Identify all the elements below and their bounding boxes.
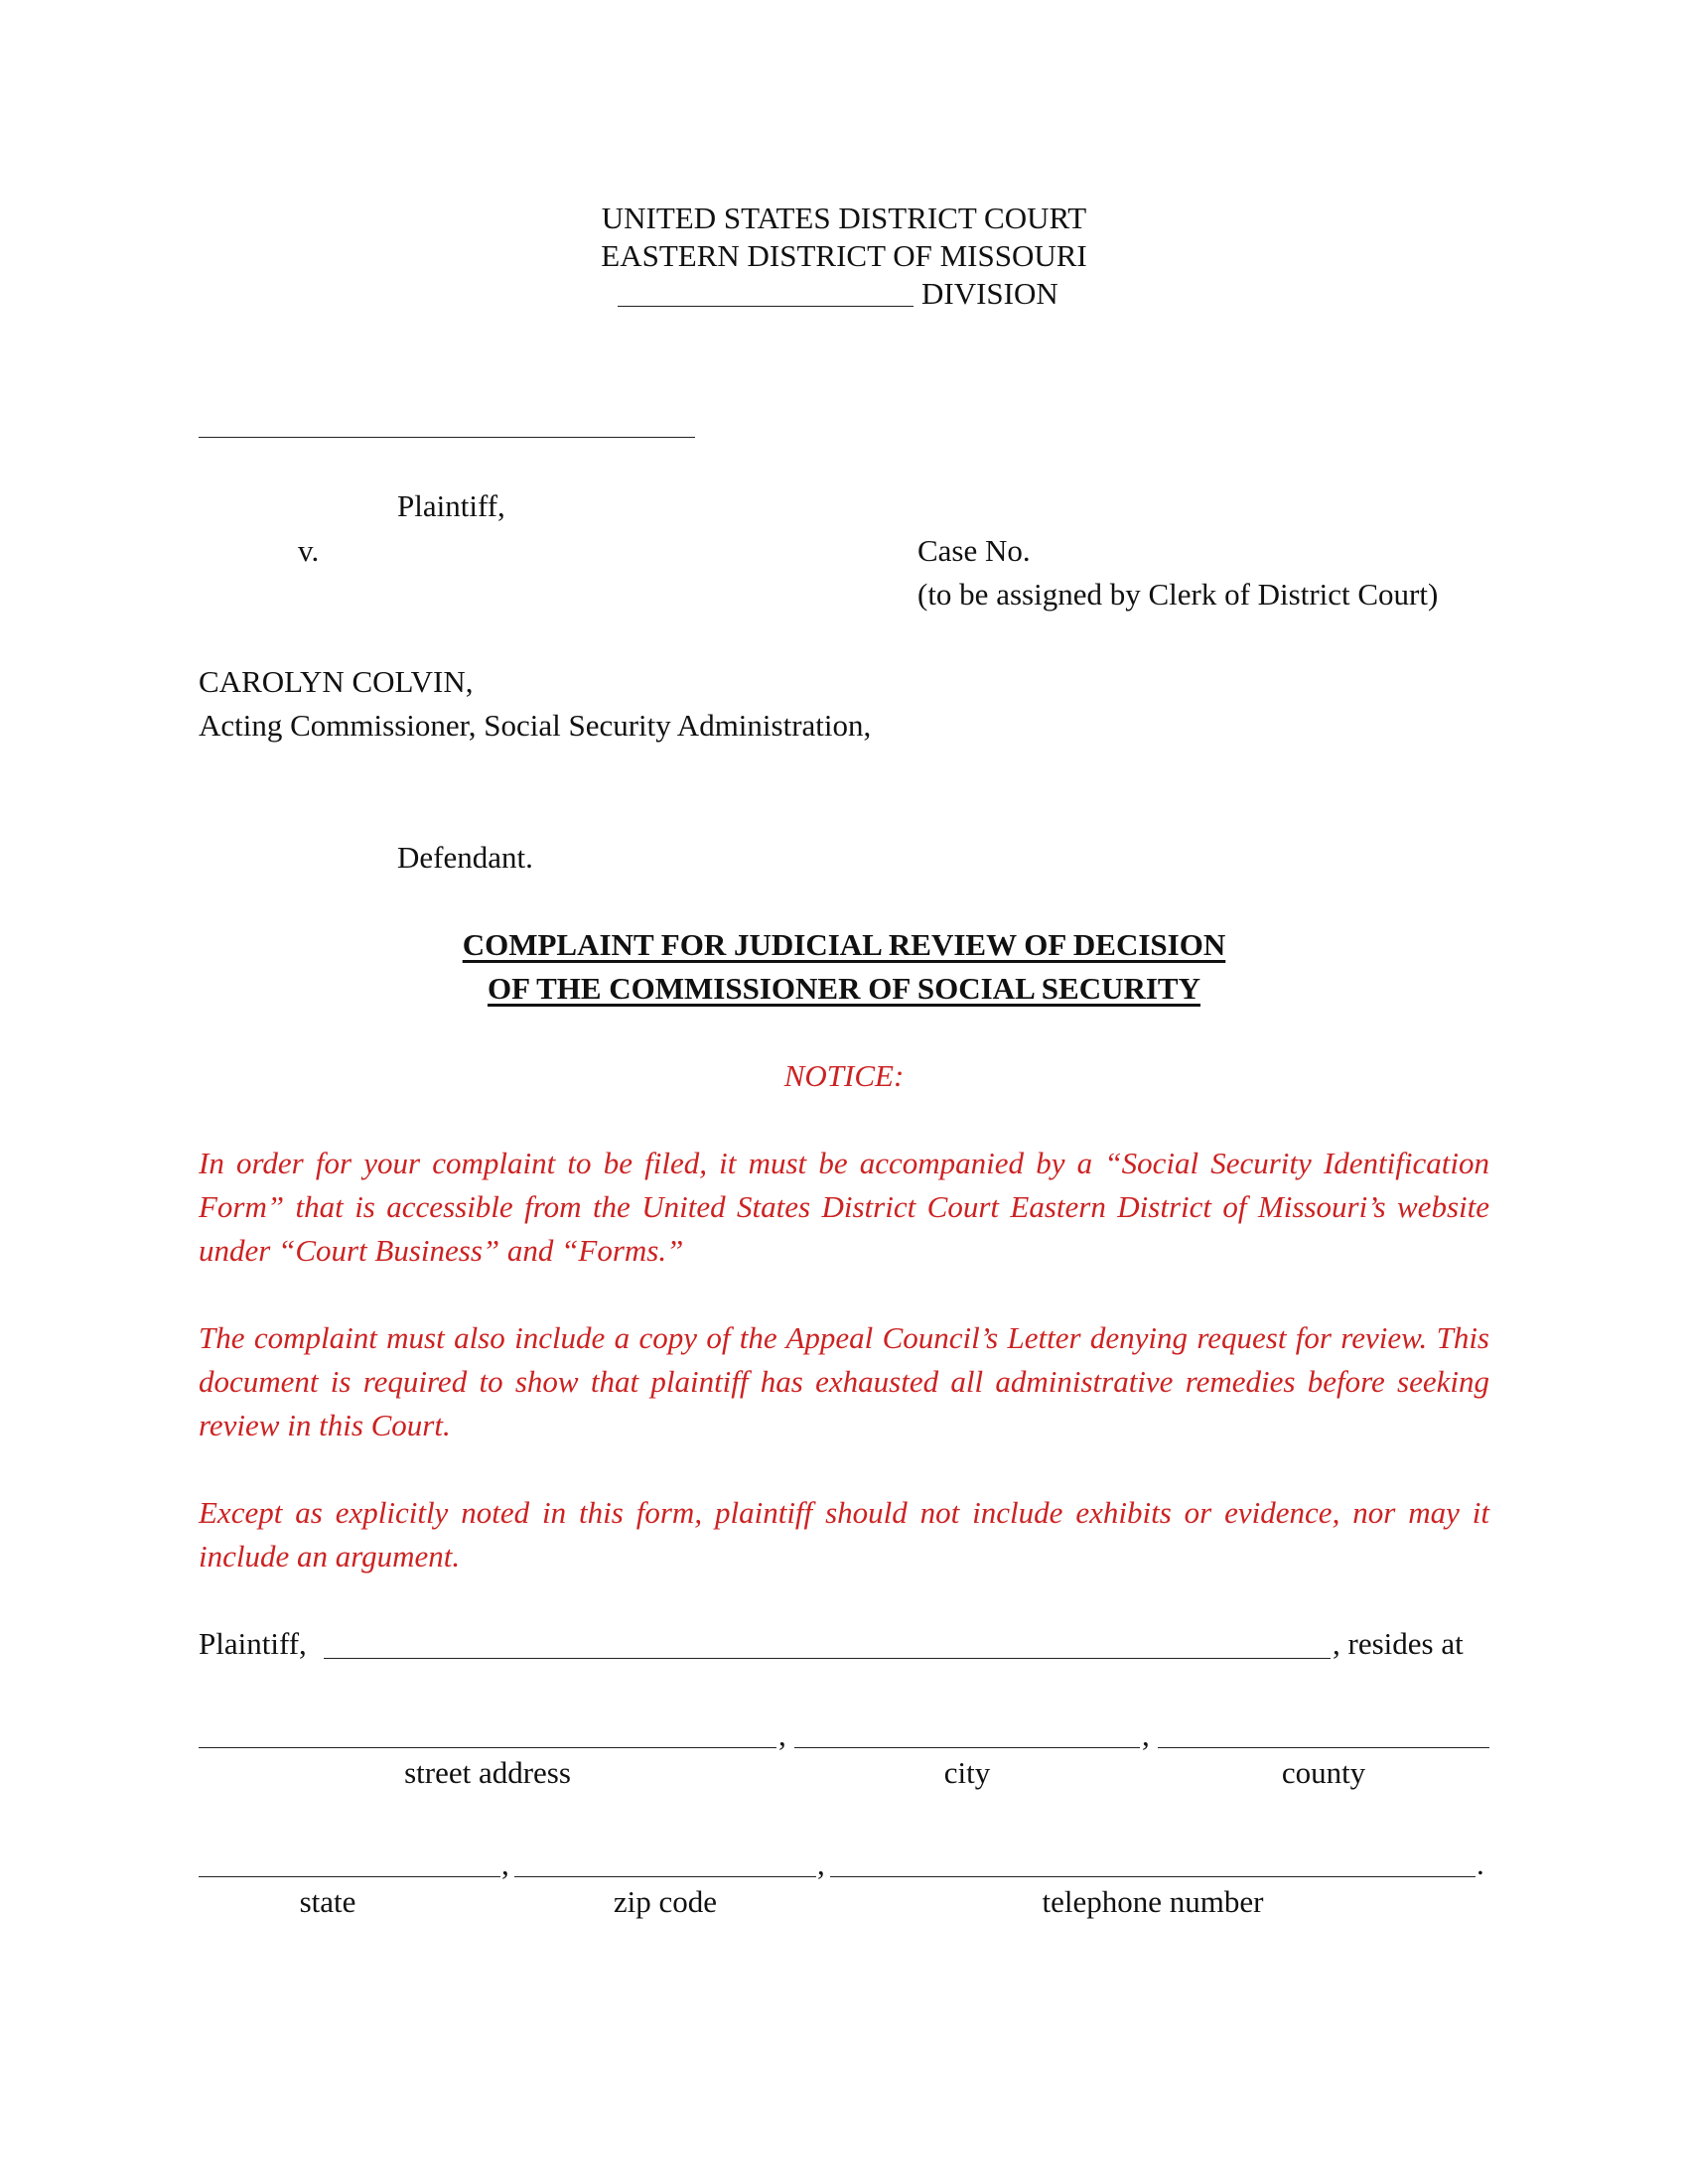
plaintiff-label: Plaintiff, bbox=[397, 488, 505, 523]
notice-paragraph-exhibits: Except as explicitly noted in this form, plaintiff should not include exhibits or evidence, nor may it include an argument. bbox=[199, 1495, 1489, 1573]
city-line[interactable] bbox=[794, 1747, 1140, 1748]
telephone-number-line[interactable] bbox=[830, 1876, 1476, 1877]
defendant-name: CAROLYN COLVIN, bbox=[199, 664, 474, 699]
notice-paragraph-appeal-letter: The complaint must also include a copy of the Appeal Council’s Letter denying request for review. This document is required to show that plaintiff has exhausted all administrative remedies before seeking review in this Court. bbox=[199, 1320, 1489, 1442]
division-blank-line[interactable] bbox=[618, 306, 914, 307]
state-comma: , bbox=[501, 1846, 509, 1881]
resides-at-label: , resides at bbox=[1333, 1626, 1464, 1661]
notice-paragraph-identification-form: In order for your complaint to be filed, it must be accompanied by a “Social Security Identification Form” that is accessible from the United States District Court Eastern District of Missouri’s website under “Court Business” and “Forms.” bbox=[199, 1146, 1489, 1268]
case-number-note: (to be assigned by Clerk of District Court) bbox=[917, 577, 1439, 612]
street-address-line[interactable] bbox=[199, 1747, 776, 1748]
zip-code-caption: zip code bbox=[613, 1884, 718, 1919]
telephone-number-caption: telephone number bbox=[1042, 1884, 1264, 1919]
complaint-title-line2: OF THE COMMISSIONER OF SOCIAL SECURITY bbox=[487, 971, 1200, 1006]
defendant-title: Acting Commissioner, Social Security Administration, bbox=[199, 708, 872, 743]
street-address-comma: , bbox=[778, 1717, 786, 1752]
defendant-label: Defendant. bbox=[397, 840, 533, 875]
city-comma: , bbox=[1142, 1717, 1150, 1752]
state-line[interactable] bbox=[199, 1876, 500, 1877]
division-label: DIVISION bbox=[921, 276, 1058, 311]
county-caption: county bbox=[1281, 1755, 1366, 1790]
city-caption: city bbox=[943, 1755, 991, 1790]
residence-plaintiff-label: Plaintiff, bbox=[199, 1626, 307, 1661]
court-district: EASTERN DISTRICT OF MISSOURI bbox=[601, 238, 1087, 273]
complaint-title-line1: COMPLAINT FOR JUDICIAL REVIEW OF DECISION bbox=[462, 927, 1226, 962]
zip-code-line[interactable] bbox=[514, 1876, 816, 1877]
notice-heading: NOTICE: bbox=[783, 1058, 905, 1093]
street-address-caption: street address bbox=[404, 1755, 571, 1790]
versus-label: v. bbox=[298, 533, 320, 568]
plaintiff-name-line[interactable] bbox=[199, 437, 695, 438]
county-line[interactable] bbox=[1158, 1747, 1489, 1748]
plaintiff-residence-name-line[interactable] bbox=[324, 1658, 1331, 1659]
court-name: UNITED STATES DISTRICT COURT bbox=[601, 201, 1087, 235]
state-caption: state bbox=[299, 1884, 356, 1919]
zip-code-comma: , bbox=[817, 1846, 825, 1881]
case-number-label: Case No. bbox=[917, 533, 1031, 568]
telephone-period: . bbox=[1477, 1846, 1484, 1881]
